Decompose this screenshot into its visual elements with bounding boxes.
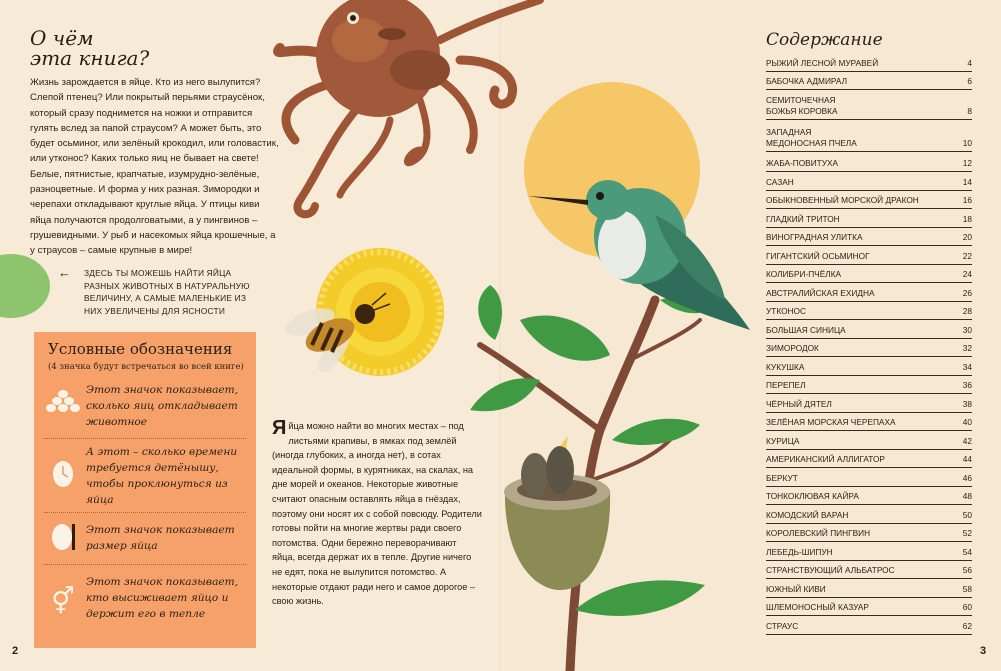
toc-item-page: 32: [962, 343, 972, 353]
toc-item[interactable]: [766, 158, 972, 172]
contents-title: Содержание: [766, 30, 883, 50]
toc-item[interactable]: [766, 399, 972, 413]
egg-size-note: ЗДЕСЬ ТЫ МОЖЕШЬ НАЙТИ ЯЙЦА РАЗНЫХ ЖИВОТНЫХ В НАТУРАЛЬНУЮ ВЕЛИЧИНУ, А САМЫЕ МАЛЕНЬКИЕ ИЗ НИХ УВЕЛИЧЕНЫ ДЛЯ ЯСНОСТИ: [84, 268, 250, 316]
toc-item[interactable]: [766, 621, 972, 635]
toc-item[interactable]: [766, 58, 972, 72]
toc-item[interactable]: [766, 343, 972, 357]
toc-item-name: ЗИМОРОДОК: [766, 343, 819, 353]
toc-item[interactable]: [766, 269, 972, 283]
toc-item[interactable]: [766, 94, 972, 120]
legend-item: [44, 512, 246, 565]
toc-item-name: ЮЖНЫЙ КИВИ: [766, 584, 826, 594]
toc-item-name: ЧЁРНЫЙ ДЯТЕЛ: [766, 399, 832, 409]
arrow-left-icon: ←: [58, 265, 71, 280]
toc-item[interactable]: [766, 528, 972, 542]
toc-item-name: БЕРКУТ: [766, 473, 798, 483]
toc-item[interactable]: [766, 126, 972, 152]
toc-item[interactable]: [766, 547, 972, 561]
toc-item-name: АВСТРАЛИЙСКАЯ ЕХИДНА: [766, 288, 875, 298]
toc-item[interactable]: [766, 288, 972, 302]
toc-item-page: 26: [962, 288, 972, 298]
toc-item-name: СТРАУС: [766, 621, 799, 631]
toc-item-page: 56: [962, 565, 972, 575]
toc-item[interactable]: [766, 195, 972, 209]
toc-item-name: КУКУШКА: [766, 362, 805, 372]
toc-item[interactable]: [766, 306, 972, 320]
eggs-paragraph: [272, 419, 482, 609]
toc-item-page: 46: [962, 473, 972, 483]
egg-hatch-time-icon: [44, 454, 82, 492]
toc-item-page: 44: [962, 454, 972, 464]
legend-item-text: Этот значок показывает, кто высиживает яйцо и держит его в тепле: [86, 576, 239, 620]
octopus-illustration: [278, 0, 540, 214]
toc-item[interactable]: [766, 76, 972, 90]
egg-size-icon: [44, 518, 82, 556]
toc-item-page: 10: [962, 138, 972, 148]
toc-item-name: КОРОЛЕВСКИЙ ПИНГВИН: [766, 528, 871, 538]
legend-item: [44, 376, 246, 439]
toc-item[interactable]: [766, 510, 972, 524]
toc-item-page: 16: [962, 195, 972, 205]
toc-item-name: КУРИЦА: [766, 436, 800, 446]
toc-item-name: ТОНКОКЛЮВАЯ КАЙРА: [766, 491, 859, 501]
drop-cap: Я: [272, 417, 287, 439]
toc-item[interactable]: [766, 232, 972, 246]
toc-item-page: 4: [967, 58, 972, 68]
toc-item-name: ОБЫКНОВЕННЫЙ МОРСКОЙ ДРАКОН: [766, 195, 919, 205]
toc-item[interactable]: [766, 417, 972, 431]
toc-item-page: 48: [962, 491, 972, 501]
toc-item[interactable]: [766, 214, 972, 228]
toc-item-name: ЗАПАДНАЯ МЕДОНОСНАЯ ПЧЕЛА: [766, 127, 857, 148]
toc-item[interactable]: [766, 325, 972, 339]
toc-item-name: ЛЕБЕДЬ-ШИПУН: [766, 547, 833, 557]
toc-item-page: 36: [962, 380, 972, 390]
legend-item: [44, 438, 246, 513]
about-book-title: О чём эта книга?: [30, 26, 150, 70]
toc-item[interactable]: [766, 362, 972, 376]
toc-item-page: 34: [962, 362, 972, 372]
toc-item-page: 22: [962, 251, 972, 261]
toc-item-name: УТКОНОС: [766, 306, 806, 316]
toc-item-page: 14: [962, 177, 972, 187]
page-number-left: 2: [12, 645, 19, 657]
toc-item-page: 18: [962, 214, 972, 224]
toc-item[interactable]: [766, 380, 972, 394]
toc-item-page: 58: [962, 584, 972, 594]
toc-item-page: 38: [962, 399, 972, 409]
page-number-right: 3: [980, 645, 987, 657]
toc-item[interactable]: [766, 491, 972, 505]
toc-item[interactable]: [766, 177, 972, 191]
toc-item-page: 52: [962, 528, 972, 538]
toc-item-page: 24: [962, 269, 972, 279]
toc-item-name: БОЛЬШАЯ СИНИЦА: [766, 325, 846, 335]
toc-item[interactable]: [766, 473, 972, 487]
toc-item-name: ЖАБА-ПОВИТУХА: [766, 158, 839, 168]
toc-item-name: ВИНОГРАДНАЯ УЛИТКА: [766, 232, 863, 242]
toc-item-page: 28: [962, 306, 972, 316]
toc-item-page: 6: [967, 76, 972, 86]
toc-item-page: 42: [962, 436, 972, 446]
legend-item-text: Этот значок показывает, сколько яиц откладывает животное: [86, 384, 239, 428]
legend-item-text: А этот – сколько времени требуется детёнышу, чтобы проклюнуться из яйца: [86, 446, 238, 506]
toc-item-name: КОЛИБРИ-ПЧЁЛКА: [766, 269, 842, 279]
legend-item-text: Этот значок показывает размер яйца: [86, 524, 235, 552]
toc-item-name: КОМОДСКИЙ ВАРАН: [766, 510, 849, 520]
toc-item-name: ГИГАНТСКИЙ ОСЬМИНОГ: [766, 251, 870, 261]
toc-item-page: 30: [962, 325, 972, 335]
toc-item-page: 20: [962, 232, 972, 242]
toc-item-name: СЕМИТОЧЕЧНАЯ БОЖЬЯ КОРОВКА: [766, 95, 838, 116]
toc-item[interactable]: [766, 584, 972, 598]
toc-item[interactable]: [766, 454, 972, 468]
toc-item-name: ПЕРЕПЕЛ: [766, 380, 806, 390]
legend-item: [44, 564, 246, 644]
toc-item-name: АМЕРИКАНСКИЙ АЛЛИГАТОР: [766, 454, 885, 464]
toc-item-page: 50: [962, 510, 972, 520]
toc-item-page: 12: [962, 158, 972, 168]
legend-title: Условные обозначения: [48, 340, 233, 358]
toc-item-page: 40: [962, 417, 972, 427]
eggs-paragraph-text: йца можно найти во многих местах – под листьями крапивы, в ямках под землёй (иногда глубоких, а иногда нет), в сотах идеальной формы, в курятниках, на скалах, на дне морей и океанов. Некоторые животные считают опасным оставлять яйца в гнёздах, поэтому они носят их с собой повсюду. Родители готовы пойти на многие жертвы ради своего потомства. Одни бережно переворачивают яйца, всегда держат их в тепле. Другие ничего не едят, пока не вылупится потомство. А некоторые отдают ради него и самое дорогое – свою жизнь.: [272, 421, 482, 607]
egg-pile-icon: [44, 382, 82, 420]
toc-item[interactable]: [766, 565, 972, 579]
toc-item-name: ЗЕЛЁНАЯ МОРСКАЯ ЧЕРЕПАХА: [766, 417, 896, 427]
toc-item[interactable]: [766, 602, 972, 616]
toc-item-page: 8: [967, 106, 972, 116]
about-book-text: Жизнь зарождается в яйце. Кто из него вылупится? Слепой птенец? Или покрытый перьями страусёнок, который сразу поднимется на ножки и отправится гулять вслед за папой страусом? А может быть, это будет осьминог, или зелёный крокодил, или головастик, или утконос? Каких только яиц не бывает на свете! Белые, пятнистые, крапчатые, изумрудно-зелёные, разноцветные. И форма у них разная. Зимородки и черепахи откладывают круглые яйца. У птицы киви яйца получаются продолговатыми, а у пингвинов – грушевидными. У рыб и насекомых яйца крошечные, а у страусов – самые крупные в мире!: [30, 77, 279, 257]
toc-item-name: БАБОЧКА АДМИРАЛ: [766, 76, 848, 86]
toc-item-name: ШЛЕМОНОСНЫЙ КАЗУАР: [766, 602, 869, 612]
toc-item-page: 62: [962, 621, 972, 631]
toc-item-name: СТРАНСТВУЮЩИЙ АЛЬБАТРОС: [766, 565, 895, 575]
toc-item-name: САЗАН: [766, 177, 794, 187]
toc-item[interactable]: [766, 251, 972, 265]
toc-item-page: 60: [962, 602, 972, 612]
gender-icon: ⚥: [51, 585, 75, 616]
toc-item-page: 54: [962, 547, 972, 557]
legend-box: [34, 332, 256, 648]
legend-subtitle: (4 значка будут встречаться во всей книге): [48, 362, 244, 372]
toc-item-name: ГЛАДКИЙ ТРИТОН: [766, 214, 840, 224]
toc-item[interactable]: [766, 436, 972, 450]
toc-item-name: РЫЖИЙ ЛЕСНОЙ МУРАВЕЙ: [766, 58, 879, 68]
